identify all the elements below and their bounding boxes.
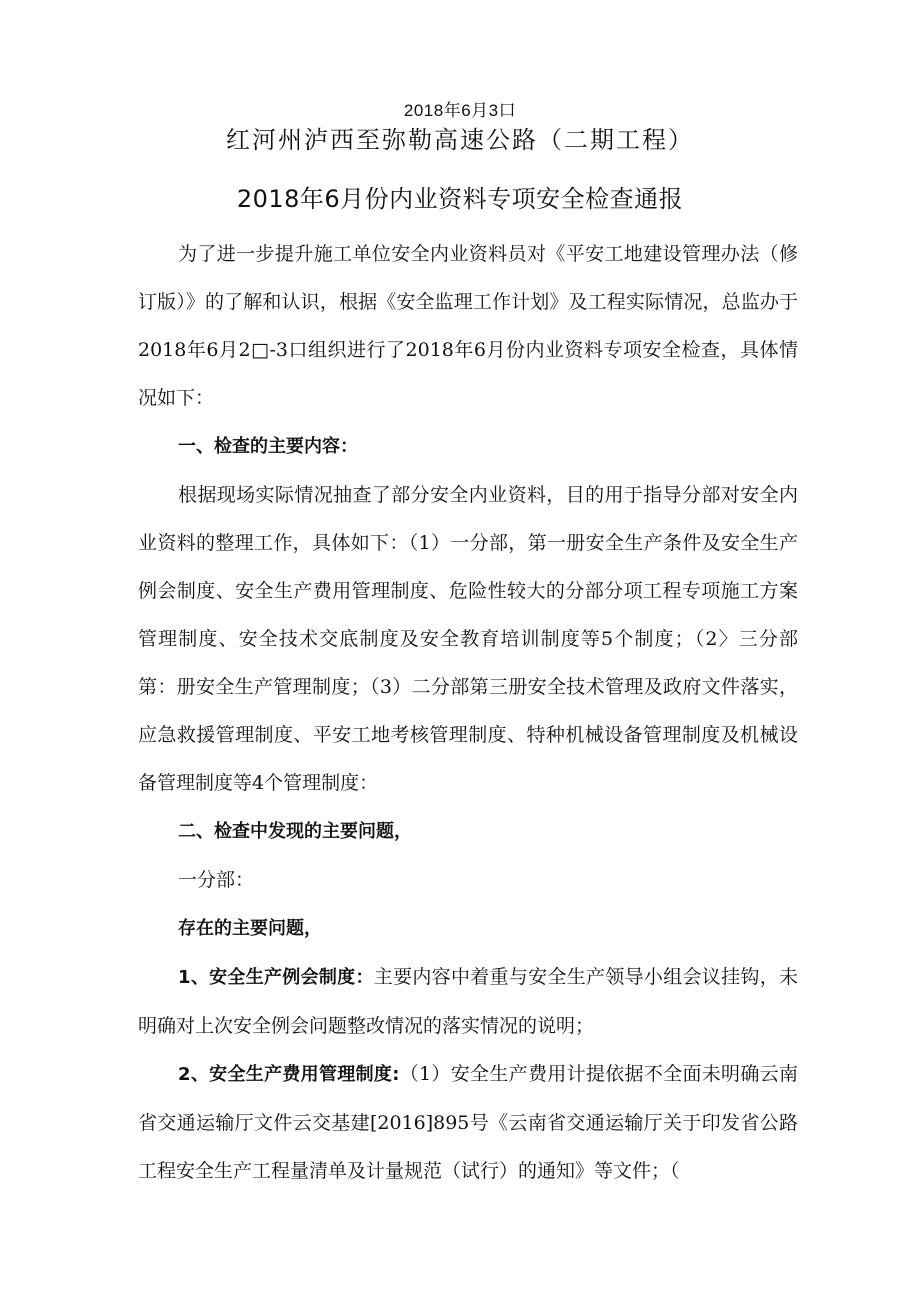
issue-item-1-label: 1、安全生产例会制度： xyxy=(178,967,374,988)
section1-heading-text: 一、检查的主要内容： xyxy=(178,436,358,457)
issue-item-1-text: 主要内容中着重与安全生产领导小组会议挂钩，未明确对上次安全例会问题整改情况的落实情况的说明； xyxy=(138,966,798,1037)
issue-item-2-label: 2、安全生产费用管理制度: xyxy=(178,1064,400,1085)
document-date: 2018年6月3口 xyxy=(403,101,517,120)
section1-heading xyxy=(138,422,798,471)
issue-item-2 xyxy=(138,1050,798,1195)
issues-heading xyxy=(138,904,798,953)
issue-item-1 xyxy=(138,953,798,1050)
section2-heading xyxy=(138,807,798,856)
issue-item-2-text: （1）安全生产费用计提依据不全面未明确云南省交通运输厅文件云交基建[2016]895号《云南省交通运输厅关于印发省公路工程安全生产工程量清单及计量规范（试行）的通知》等文件；（ xyxy=(138,1063,798,1182)
project-title: 红河州泸西至弥勒高速公路（二期工程） xyxy=(226,126,694,154)
report-title: 2018年6月份内业资料专项安全检查通报 xyxy=(236,185,684,213)
section2-heading-text: 二、检查中发现的主要问题， xyxy=(178,821,412,842)
section1-paragraph: 根据现场实际情况抽查了部分安全内业资料，目的用于指导分部对安全内业资料的整理工作，具体如下：（1）一分部，第一册安全生产条件及安全生产例会制度、安全生产费用管理制度、危险性较大的分部分项工程专项施工方案管理制度、安全技术交底制度及安全教育培训制度等5个制度；（2〉三分部第：册安全生产管理制度；（3）二分部第三册安全技术管理及政府文件落实，应急救援管理制度、平安工地考核管理制度、特种机械设备管理制度及机械设备管理制度等4个管理制度： xyxy=(138,484,798,794)
document-body xyxy=(138,230,798,1195)
issues-heading-text: 存在的主要问题， xyxy=(178,918,322,939)
section2-subheading: 一分部： xyxy=(178,869,255,891)
intro-paragraph: 为了进一步提升施工单位安全内业资料员对《平安工地建设管理办法（修订版）》的了解和认识，根据《安全监理工作计划》及工程实际情况，总监办于2018年6月2□-3口组织进行了2018年6月份内业资料专项安全检查，具体情况如下： xyxy=(138,243,798,409)
